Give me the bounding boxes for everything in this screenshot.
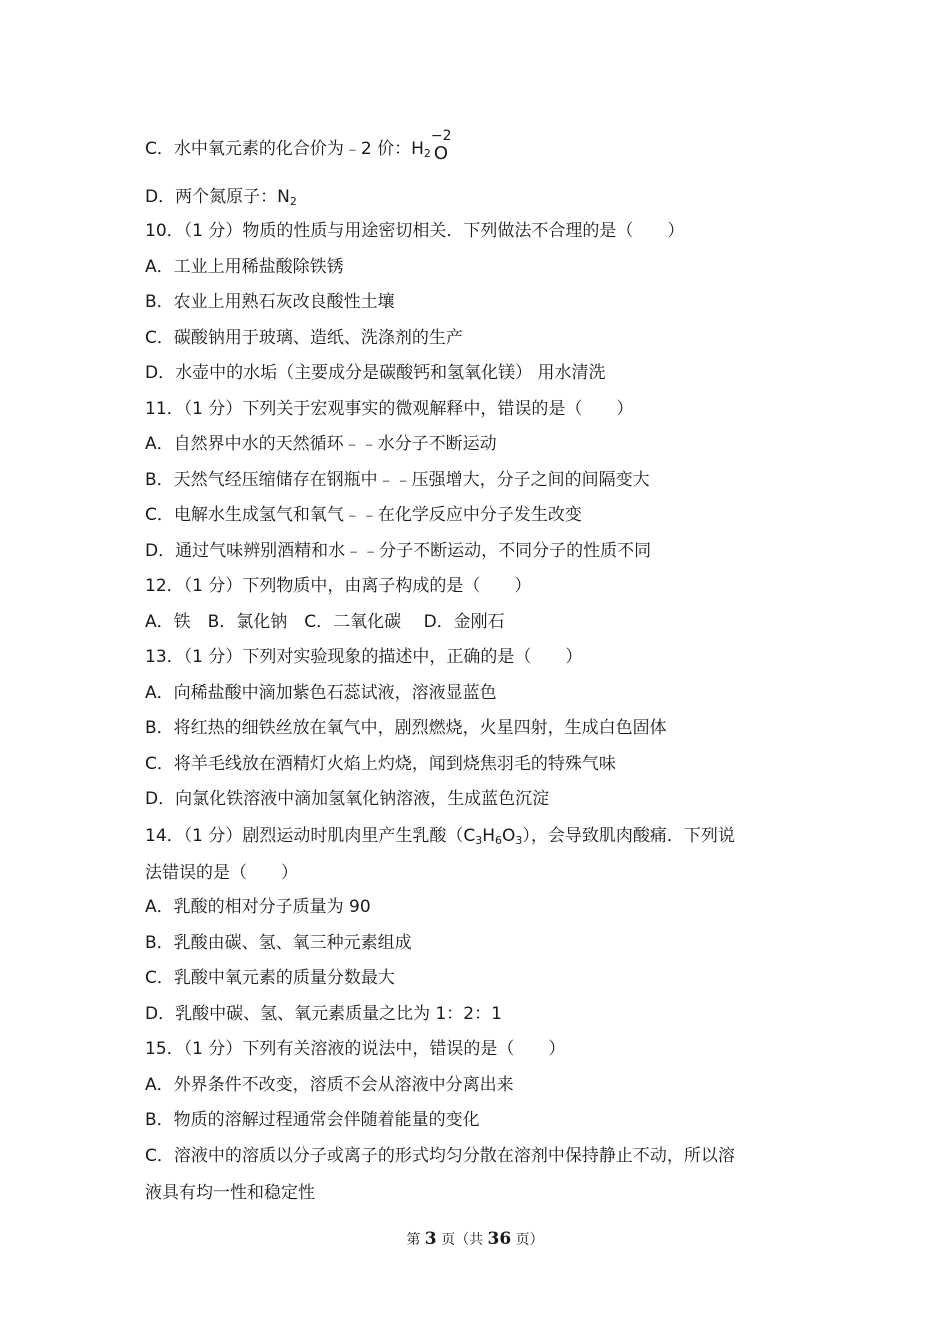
option-c: C．溶液中的溶质以分子或离子的形式均匀分散在溶剂中保持静止不动，所以溶 — [145, 1146, 735, 1166]
subscript: 2 — [423, 147, 431, 160]
footer-middle: 页（共 — [436, 1232, 488, 1248]
option-text: D．两个氮原子：N — [145, 187, 290, 207]
option-d: D．向氯化铁溶液中滴加氢氧化钠溶液，生成蓝色沉淀 — [145, 789, 550, 809]
question-12: 12．（1 分）下列物质中，由离子构成的是（ ） — [145, 576, 532, 596]
option-a: A．向稀盐酸中滴加紫色石蕊试液，溶液显蓝色 — [145, 683, 497, 703]
question-14-continued: 法错误的是（ ） — [145, 863, 298, 883]
question-text: 14．（1 分）剧烈运动时肌肉里产生乳酸（C — [145, 826, 476, 846]
option-c-continued: 液具有均一性和稳定性 — [145, 1183, 315, 1203]
total-pages: 36 — [487, 1229, 512, 1249]
option-c: C．将羊毛线放在酒精灯火焰上灼烧，闻到烧焦羽毛的特殊气味 — [145, 754, 616, 774]
option-d: D．乳酸中碳、氢、氧元素质量之比为 1：2：1 — [145, 1004, 502, 1024]
question-11: 11．（1 分）下列关于宏观事实的微观解释中，错误的是（ ） — [145, 399, 634, 419]
option-c: C．碳酸钠用于玻璃、造纸、洗涤剂的生产 — [145, 328, 463, 348]
option-b: B．农业上用熟石灰改良酸性土壤 — [145, 292, 395, 312]
option-a: A．乳酸的相对分子质量为 90 — [145, 897, 371, 917]
footer-suffix: 页） — [511, 1232, 544, 1248]
question-13: 13．（1 分）下列对实验现象的描述中，正确的是（ ） — [145, 647, 583, 667]
subscript: 6 — [495, 834, 503, 847]
formula-part: H — [482, 826, 496, 846]
formula-part: O — [502, 826, 516, 846]
option-c: C．乳酸中氧元素的质量分数最大 — [145, 968, 395, 988]
option-c-valence — [145, 128, 452, 165]
subscript: 2 — [289, 195, 297, 208]
subscript: 3 — [475, 834, 483, 847]
option-a: A．自然界中水的天然循环﹣﹣水分子不断运动 — [145, 434, 497, 454]
question-text: ），会导致肌肉酸痛．下列说 — [522, 826, 735, 846]
page-number: 3 — [424, 1229, 437, 1249]
page-footer — [0, 1229, 950, 1250]
question-14 — [145, 825, 735, 852]
options-inline: A．铁 B．氯化钠 C．二氧化碳 D．金刚石 — [145, 612, 505, 632]
option-b: B．物质的溶解过程通常会伴随着能量的变化 — [145, 1110, 480, 1130]
option-a: A．外界条件不改变，溶质不会从溶液中分离出来 — [145, 1075, 514, 1095]
valence-value: −2 — [430, 128, 452, 144]
question-10: 10．（1 分）物质的性质与用途密切相关．下列做法不合理的是（ ） — [145, 221, 685, 241]
option-text: C．水中氧元素的化合价为﹣2 价：H — [145, 139, 424, 159]
option-a: A．工业上用稀盐酸除铁锈 — [145, 257, 344, 277]
valence-notation — [430, 128, 452, 164]
option-d: D．水壶中的水垢（主要成分是碳酸钙和氢氧化镁） 用水清洗 — [145, 363, 606, 383]
option-b: B．天然气经压缩储存在钢瓶中﹣﹣压强增大，分子之间的间隔变大 — [145, 470, 650, 490]
element-symbol: O — [433, 143, 449, 164]
option-b: B．乳酸由碳、氢、氧三种元素组成 — [145, 933, 412, 953]
option-b: B．将红热的细铁丝放在氧气中，剧烈燃烧，火星四射，生成白色固体 — [145, 718, 667, 738]
option-d-nitrogen — [145, 186, 297, 213]
subscript: 3 — [515, 834, 523, 847]
option-c: C．电解水生成氢气和氧气﹣﹣在化学反应中分子发生改变 — [145, 505, 582, 525]
footer-prefix: 第 — [406, 1232, 425, 1248]
option-d: D．通过气味辨别酒精和水﹣﹣分子不断运动，不同分子的性质不同 — [145, 541, 652, 561]
question-15: 15．（1 分）下列有关溶液的说法中，错误的是（ ） — [145, 1039, 566, 1059]
